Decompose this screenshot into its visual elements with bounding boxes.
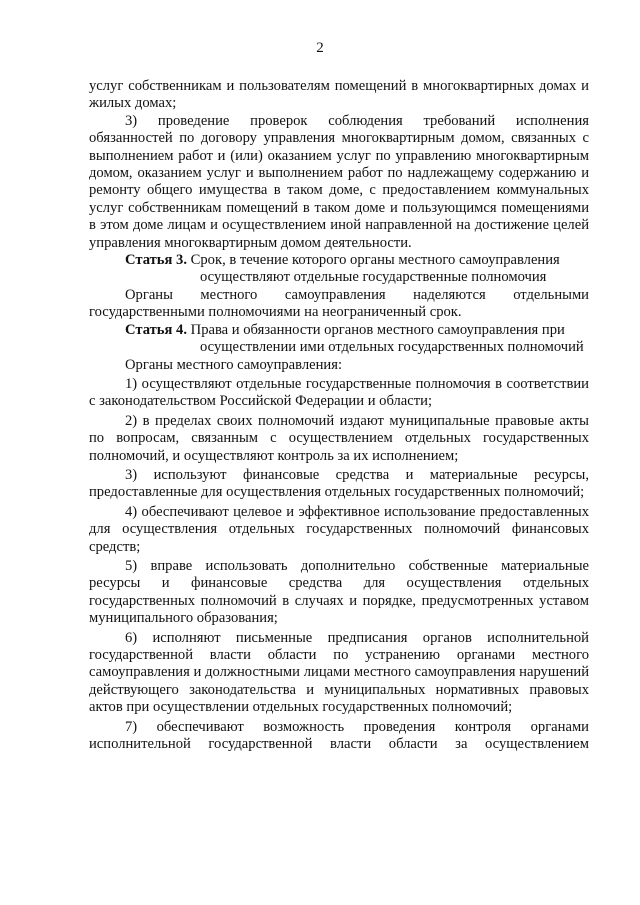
article-3-text: Органы местного самоуправления наделяются отдельными государственными полномочиями на неограниченный срок.: [89, 286, 589, 321]
article-4-heading: [89, 322, 589, 357]
document-body: [89, 78, 589, 753]
article-3-title: Срок, в течение которого органы местного самоуправления осуществляют отдельные государственные полномочия: [190, 252, 560, 286]
article-3-heading: [89, 252, 589, 287]
article-4-item-1: 1) осуществляют отдельные государственные полномочия в соответствии с законодательством Российской Федерации и области;: [89, 375, 589, 410]
article-4-item-4: 4) обеспечивают целевое и эффективное использование предоставленных для осуществления отдельных государственных полномочий финансовых средств;: [89, 503, 589, 555]
article-4-item-5: 5) вправе использовать дополнительно собственные материальные ресурсы и финансовые средства для осуществления отдельных государственных полномочий в случаях и порядке, предусмотренных уставом муниципального образования;: [89, 557, 589, 627]
article-4-item-2: 2) в пределах своих полномочий издают муниципальные правовые акты по вопросам, связанным с осуществлением отдельных государственных полномочий, и осуществляют контроль за их исполнением;: [89, 412, 589, 464]
paragraph-item-3: 3) проведение проверок соблюдения требований исполнения обязанностей по договору управления многоквартирным домом, связанных с выполнением работ и (или) оказанием услуг по управлению многоквартирным домом, оказанием услуг и выполнением работ по надлежащему содержанию и ремонту общего имущества в таком доме, с предоставлением коммунальных услуг собственникам помещений в таком доме и пользующимся помещениями в этом доме лицам и осуществлением иной направленной на достижение целей управления многоквартирным домом деятельности.: [89, 112, 589, 251]
page-number: 2: [316, 40, 324, 56]
article-4-item-7: 7) обеспечивают возможность проведения контроля органами исполнительной государственной власти области за осуществлением: [89, 718, 589, 753]
article-4-label: Статья 4.: [125, 321, 187, 338]
article-4-item-3: 3) используют финансовые средства и материальные ресурсы, предоставленные для осуществления отдельных государственных полномочий;: [89, 466, 589, 501]
article-4-item-6: 6) исполняют письменные предписания органов исполнительной государственной власти области по устранению органами местного самоуправления и должностными лицами местного самоуправления нарушений действующего законодательства и муниципальных нормативных правовых актов при осуществлении отдельных государственных полномочий;: [89, 629, 589, 716]
article-3-label: Статья 3.: [125, 252, 187, 269]
paragraph-continuation: услуг собственникам и пользователям помещений в многоквартирных домах и жилых домах;: [89, 78, 589, 112]
article-4-title: Права и обязанности органов местного самоуправления при осуществлении ими отдельных государственных полномочий: [190, 321, 584, 356]
article-4-intro: Органы местного самоуправления:: [125, 356, 343, 373]
